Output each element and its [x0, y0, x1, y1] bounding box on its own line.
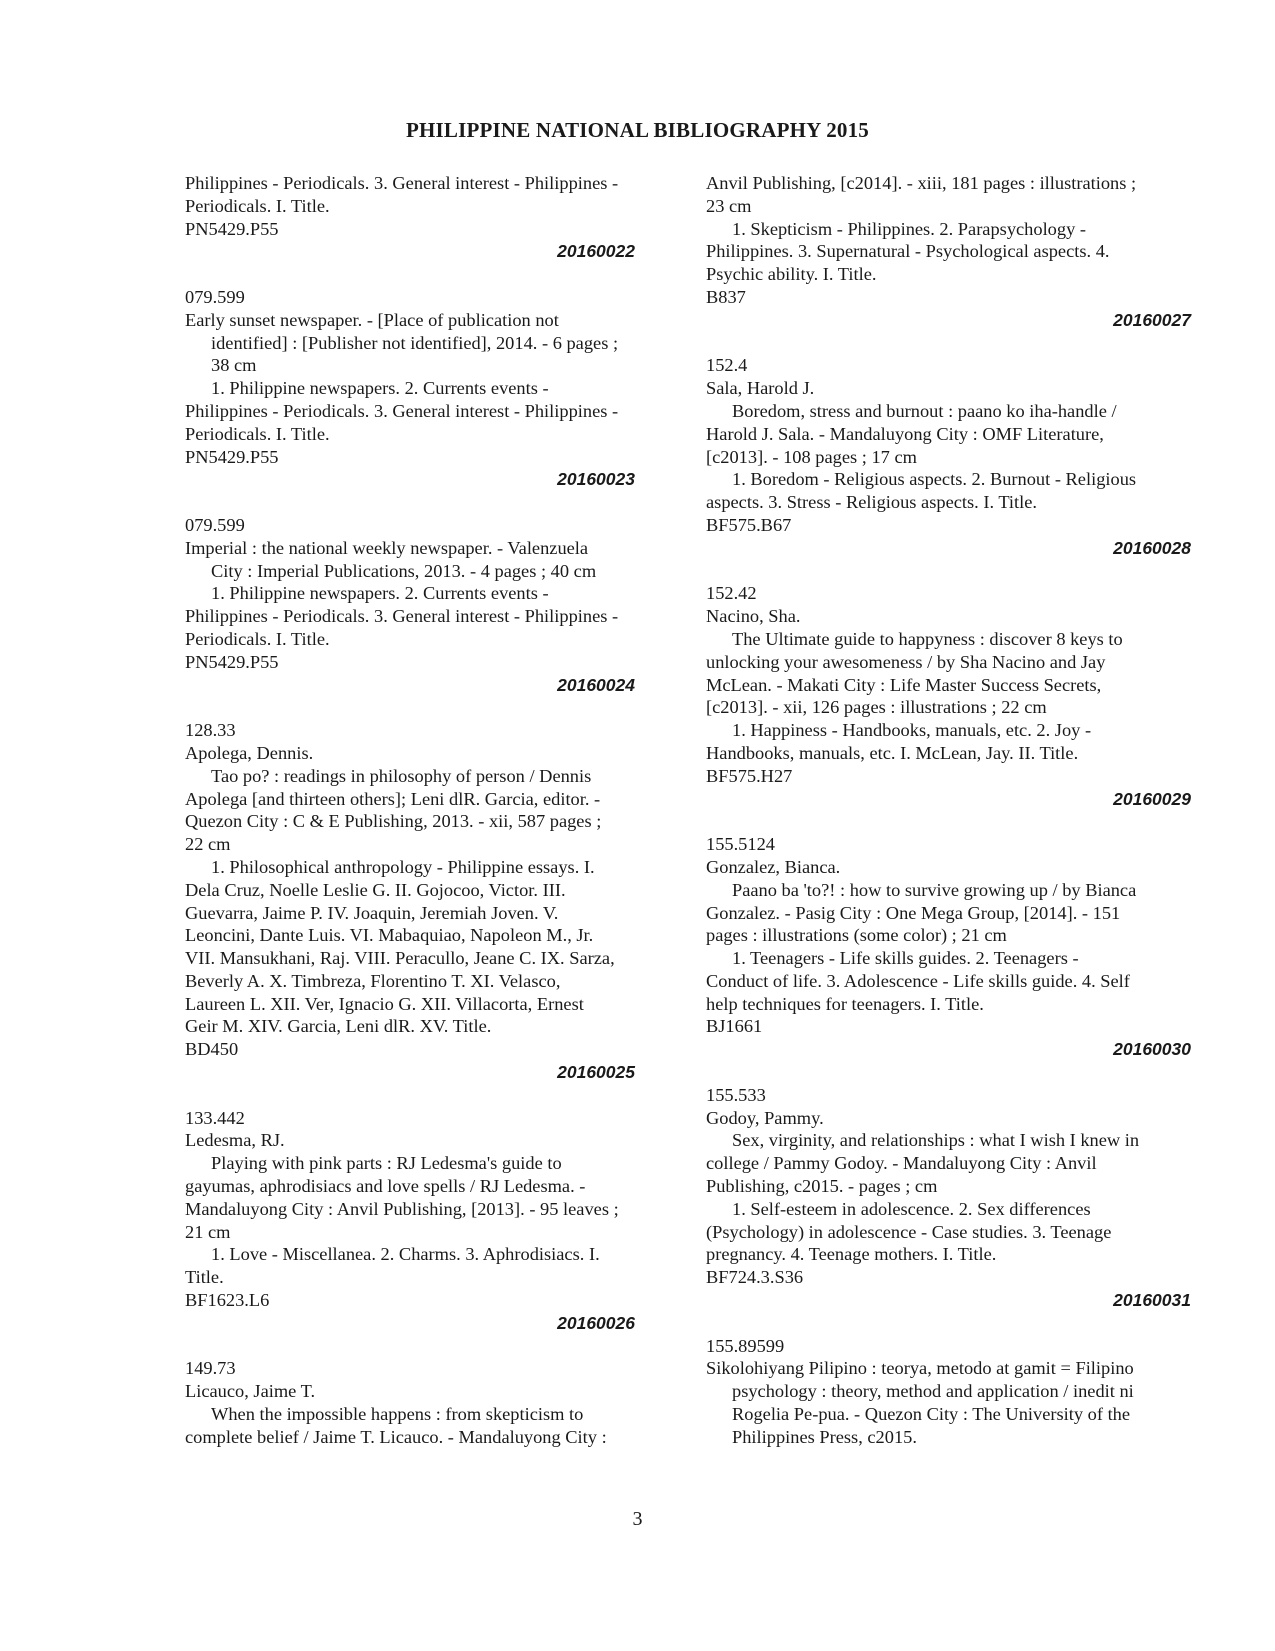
dewey-number: 152.4	[706, 355, 748, 376]
subject-line: 1. Self-esteem in adolescence. 2. Sex differences	[732, 1198, 1091, 1219]
title-line: When the impossible happens : from skepticism to	[211, 1404, 584, 1425]
subject-line: Philippines. 3. Supernatural - Psychological aspects. 4.	[706, 241, 1110, 262]
author: Licauco, Jaime T.	[185, 1381, 316, 1402]
subject-line: 1. Boredom - Religious aspects. 2. Burnout - Religious	[732, 469, 1137, 490]
subject-line: Philippines - Periodicals. 3. General interest - Philippines -	[185, 606, 619, 627]
call-number: BD450	[185, 1039, 239, 1060]
call-number: B837	[706, 286, 746, 307]
title-line: Harold J. Sala. - Mandaluyong City : OMF Literature,	[706, 423, 1104, 444]
author: Nacino, Sha.	[706, 606, 801, 627]
subject-line: Psychic ability. I. Title.	[706, 264, 877, 285]
subject-line: Dela Cruz, Noelle Leslie G. II. Gojocoo, Victor. III.	[185, 879, 566, 900]
title-line: 22 cm	[185, 834, 231, 855]
title-line: complete belief / Jaime T. Licauco. - Mandaluyong City :	[185, 1426, 607, 1447]
dewey-number: 149.73	[185, 1358, 236, 1379]
title-line: Early sunset newspaper. - [Place of publication not	[185, 309, 559, 330]
title-line: unlocking your awesomeness / by Sha Nacino and Jay	[706, 651, 1106, 672]
subject-line: pregnancy. 4. Teenage mothers. I. Title.	[706, 1244, 997, 1265]
entry-id: 20160031	[1113, 1290, 1191, 1311]
entry-id: 20160030	[1113, 1039, 1191, 1060]
entry-20160031	[706, 1084, 1193, 1312]
entry-20160023	[185, 286, 637, 491]
subject-line: aspects. 3. Stress - Religious aspects. I. Title.	[706, 492, 1038, 513]
call-number: BF575.B67	[706, 514, 792, 535]
title-line: Anvil Publishing, [c2014]. - xiii, 181 pages : illustrations ;	[706, 173, 1137, 193]
call-number: PN5429.P55	[185, 446, 279, 467]
title-line: Gonzalez. - Pasig City : One Mega Group, [2014]. - 151	[706, 902, 1121, 923]
title-line: McLean. - Makati City : Life Master Success Secrets,	[706, 674, 1102, 695]
entry-id: 20160024	[557, 674, 635, 695]
title-line: Mandaluyong City : Anvil Publishing, [2013]. - 95 leaves ;	[185, 1198, 619, 1219]
subject-line: 1. Skepticism - Philippines. 2. Parapsychology -	[732, 218, 1086, 239]
subject-line: Periodicals. I. Title.	[185, 628, 330, 649]
left-column	[185, 172, 637, 1449]
call-number: BF1623.L6	[185, 1290, 270, 1311]
right-column	[706, 172, 1193, 1449]
entry-id: 20160028	[1113, 537, 1191, 558]
dewey-number: 128.33	[185, 720, 236, 741]
entry-20160029	[706, 582, 1193, 810]
subject-line: Leoncini, Dante Luis. VI. Mabaquiao, Napoleon M., Jr.	[185, 925, 594, 946]
title-line: gayumas, aphrodisiacs and love spells / RJ Ledesma. -	[185, 1176, 586, 1197]
title-line: 21 cm	[185, 1221, 231, 1242]
entry-20160030	[706, 833, 1193, 1061]
title-line: Quezon City : C & E Publishing, 2013. - xii, 587 pages ;	[185, 811, 602, 832]
subject-line: 1. Philippine newspapers. 2. Currents events -	[211, 583, 549, 604]
title-line: Rogelia Pe-pua. - Quezon City : The University of the	[732, 1404, 1131, 1425]
subject-line: Periodicals. I. Title.	[185, 423, 330, 444]
dewey-number: 155.5124	[706, 834, 775, 855]
author: Apolega, Dennis.	[185, 742, 314, 763]
entry-20160022	[185, 172, 637, 263]
title-line: Apolega [and thirteen others]; Leni dlR. Garcia, editor. -	[185, 788, 601, 809]
entry-id: 20160026	[557, 1312, 635, 1333]
entry-id: 20160022	[557, 241, 635, 262]
subject-line: Periodicals. I. Title.	[185, 195, 330, 216]
dewey-number: 155.533	[706, 1084, 766, 1105]
title-line: pages : illustrations (some color) ; 21 cm	[706, 925, 1007, 946]
title-line: The Ultimate guide to happyness : discover 8 keys to	[732, 628, 1123, 649]
title-line: Philippines Press, c2015.	[732, 1426, 917, 1447]
call-number: PN5429.P55	[185, 218, 279, 239]
title-line: Boredom, stress and burnout : paano ko iha-handle /	[732, 400, 1117, 421]
author: Sala, Harold J.	[706, 378, 815, 399]
title-line: Imperial : the national weekly newspaper. - Valenzuela	[185, 537, 589, 558]
subject-line: 1. Love - Miscellanea. 2. Charms. 3. Aphrodisiacs. I.	[211, 1244, 600, 1265]
dewey-number: 079.599	[185, 514, 245, 535]
author: Ledesma, RJ.	[185, 1130, 285, 1151]
call-number: BJ1661	[706, 1016, 763, 1037]
entry-20160025	[185, 719, 637, 1084]
title-line: City : Imperial Publications, 2013. - 4 pages ; 40 cm	[211, 560, 597, 581]
title-line: college / Pammy Godoy. - Mandaluyong City : Anvil	[706, 1153, 1097, 1174]
dewey-number: 079.599	[185, 286, 245, 307]
title-line: 23 cm	[706, 195, 752, 216]
title-line: [c2013]. - 108 pages ; 17 cm	[706, 446, 917, 467]
title-line: Publishing, c2015. - pages ; cm	[706, 1176, 938, 1197]
subject-line: (Psychology) in adolescence - Case studies. 3. Teenage	[706, 1221, 1112, 1242]
subject-line: help techniques for teenagers. I. Title.	[706, 993, 984, 1014]
title-line: 38 cm	[211, 355, 257, 376]
page-number: 3	[632, 1508, 643, 1530]
subject-line: Philippines - Periodicals. 3. General interest - Philippines -	[185, 400, 619, 421]
dewey-number: 133.442	[185, 1107, 245, 1128]
entry-20160028	[706, 354, 1193, 559]
title-line: Paano ba 'to?! : how to survive growing up / by Bianca	[732, 879, 1137, 900]
subject-line: 1. Happiness - Handbooks, manuals, etc. 2. Joy -	[732, 720, 1092, 741]
author: Godoy, Pammy.	[706, 1107, 824, 1128]
subject-line: 1. Teenagers - Life skills guides. 2. Teenagers -	[732, 948, 1079, 969]
entry-id: 20160023	[557, 469, 635, 490]
call-number: BF575.H27	[706, 765, 793, 786]
entry-20160024	[185, 514, 637, 696]
subject-line: Philippines - Periodicals. 3. General interest - Philippines -	[185, 173, 619, 193]
subject-line: VII. Mansukhani, Raj. VIII. Peracullo, Jeane C. IX. Sarza,	[185, 948, 615, 969]
title-line: psychology : theory, method and application / inedit ni	[732, 1381, 1134, 1402]
subject-line: Title.	[185, 1267, 224, 1288]
author: Gonzalez, Bianca.	[706, 856, 841, 877]
subject-line: Guevarra, Jaime P. IV. Joaquin, Jeremiah Joven. V.	[185, 902, 559, 923]
title-line: identified] : [Publisher not identified], 2014. - 6 pages ;	[211, 332, 619, 353]
entry-20160027-start	[185, 1357, 637, 1448]
entry-id: 20160027	[1113, 309, 1191, 330]
entry-id: 20160029	[1113, 788, 1191, 809]
dewey-number: 152.42	[706, 583, 757, 604]
title-line: Sex, virginity, and relationships : what I wish I knew in	[732, 1130, 1140, 1151]
subject-line: Handbooks, manuals, etc. I. McLean, Jay. II. Title.	[706, 742, 1079, 763]
title-line: Tao po? : readings in philosophy of person / Dennis	[211, 765, 592, 786]
subject-line: 1. Philippine newspapers. 2. Currents events -	[211, 378, 549, 399]
page-title: PHILIPPINE NATIONAL BIBLIOGRAPHY 2015	[405, 118, 870, 142]
entry-20160026	[185, 1107, 637, 1335]
subject-line: 1. Philosophical anthropology - Philippine essays. I.	[211, 856, 595, 877]
title-line: [c2013]. - xii, 126 pages : illustrations ; 22 cm	[706, 697, 1047, 718]
title-line: Sikolohiyang Pilipino : teorya, metodo at gamit = Filipino	[706, 1358, 1134, 1379]
entry-id: 20160025	[557, 1062, 635, 1083]
subject-line: Laureen L. XII. Ver, Ignacio G. XII. Villacorta, Ernest	[185, 993, 584, 1014]
entry-155-89599	[706, 1335, 1193, 1449]
call-number: BF724.3.S36	[706, 1267, 804, 1288]
entry-20160027-end	[706, 172, 1193, 332]
dewey-number: 155.89599	[706, 1335, 785, 1356]
subject-line: Geir M. XIV. Garcia, Leni dlR. XV. Title.	[185, 1016, 492, 1037]
subject-line: Beverly A. X. Timbreza, Florentino T. XI. Velasco,	[185, 970, 561, 991]
subject-line: Conduct of life. 3. Adolescence - Life skills guide. 4. Self	[706, 970, 1130, 991]
call-number: PN5429.P55	[185, 651, 279, 672]
title-line: Playing with pink parts : RJ Ledesma's guide to	[211, 1153, 562, 1174]
